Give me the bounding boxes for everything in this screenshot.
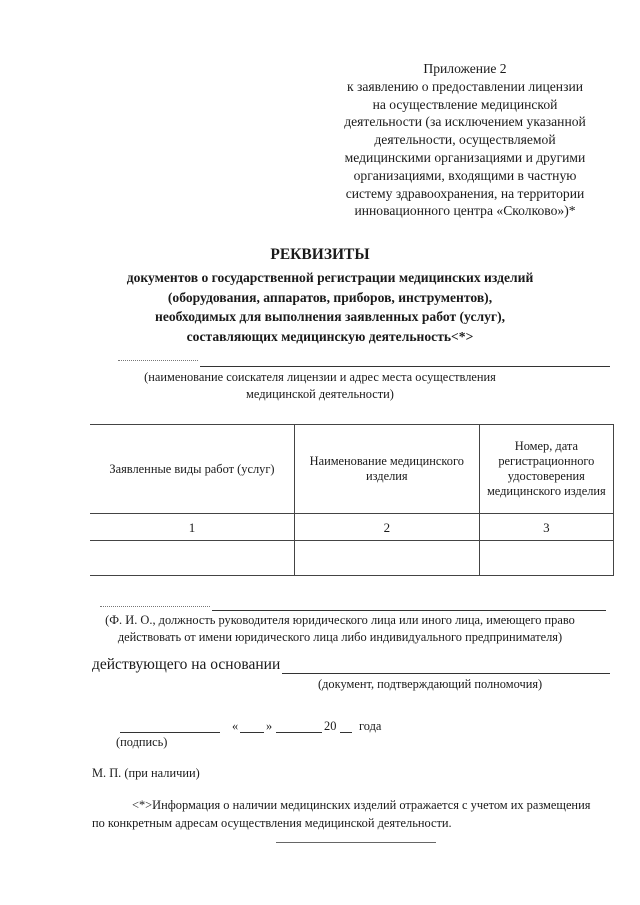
appendix-line: медицинскими организациями и другими	[344, 149, 586, 165]
basis-label: действующего на основании	[92, 656, 281, 673]
appendix-line: инновационного центра «Сколково»)*	[354, 203, 576, 219]
stamp-label: М. П. (при наличии)	[92, 766, 200, 780]
table-cell[interactable]	[479, 541, 613, 576]
signer-fill-line[interactable]	[212, 610, 606, 611]
header-registration-certificate: Номер, дата регистрационного удостоверения медицинского изделия	[479, 425, 613, 514]
appendix-line: систему здравоохранения, на территории	[345, 185, 585, 201]
column-number: 2	[294, 514, 479, 541]
basis-caption: (документ, подтверждающий полномочия)	[318, 677, 543, 691]
signature-caption: (подпись)	[116, 735, 168, 749]
subtitle-line: (оборудования, аппаратов, приборов, инструментов),	[167, 289, 493, 305]
dotted-guide	[100, 606, 210, 607]
subtitle-line: необходимых для выполнения заявленных работ (услуг),	[154, 309, 505, 324]
year-prefix: 20	[324, 719, 337, 733]
appendix-line: деятельности, осуществляемой	[374, 132, 556, 148]
column-number: 3	[479, 514, 613, 541]
basis-fill-line[interactable]	[282, 673, 610, 674]
registration-table	[90, 424, 614, 576]
year-suffix: года	[359, 719, 382, 733]
signer-caption-line: действовать от имени юридического лица либо индивидуального предпринимателя)	[117, 630, 563, 644]
applicant-caption-line: (наименование соискателя лицензии и адрес места осуществления	[144, 370, 496, 384]
date-open-quote: «	[232, 719, 239, 733]
header-work-types: Заявленные виды работ (услуг)	[90, 425, 294, 514]
footnote	[92, 796, 622, 832]
date-close-quote: »	[266, 719, 273, 733]
table-row	[90, 541, 614, 576]
dotted-guide	[118, 360, 198, 361]
applicant-caption	[120, 369, 520, 403]
applicant-fill-line[interactable]	[200, 366, 610, 367]
appendix-line: деятельности (за исключением указанной	[344, 114, 586, 130]
table-header-row	[90, 425, 614, 514]
signature-fill-line[interactable]	[120, 732, 220, 733]
subtitle-line: документов о государственной регистрации медицинских изделий	[126, 270, 534, 285]
appendix-line: к заявлению о предоставлении лицензии	[346, 78, 583, 94]
table-cell[interactable]	[294, 541, 479, 576]
footnote-line: <*>Информация о наличии медицинских изделий отражается с учетом их размещения	[132, 798, 591, 812]
month-fill-line[interactable]	[276, 732, 322, 733]
appendix-line: организациями, входящими в частную	[353, 167, 577, 183]
applicant-caption-line: медицинской деятельности)	[246, 387, 394, 401]
document-subtitle	[60, 268, 600, 346]
appendix-line: на осуществление медицинской	[372, 96, 558, 112]
subtitle-line: составляющих медицинскую деятельность<*>	[186, 328, 474, 344]
day-fill-line[interactable]	[240, 732, 264, 733]
header-device-name: Наименование медицинского изделия	[294, 425, 479, 514]
appendix-header	[300, 60, 630, 220]
signer-caption-line: (Ф. И. О., должность руководителя юридического лица или иного лица, имеющего право	[105, 613, 575, 627]
table-number-row	[90, 514, 614, 541]
column-number: 1	[90, 514, 294, 541]
table-cell[interactable]	[90, 541, 294, 576]
footnote-separator	[276, 842, 436, 843]
year-fill-line[interactable]	[340, 732, 352, 733]
footnote-line: по конкретным адресам осуществления медицинской деятельности.	[92, 816, 452, 830]
document-title: РЕКВИЗИТЫ	[270, 246, 370, 263]
signer-caption	[70, 612, 610, 646]
appendix-line: Приложение 2	[423, 61, 507, 76]
